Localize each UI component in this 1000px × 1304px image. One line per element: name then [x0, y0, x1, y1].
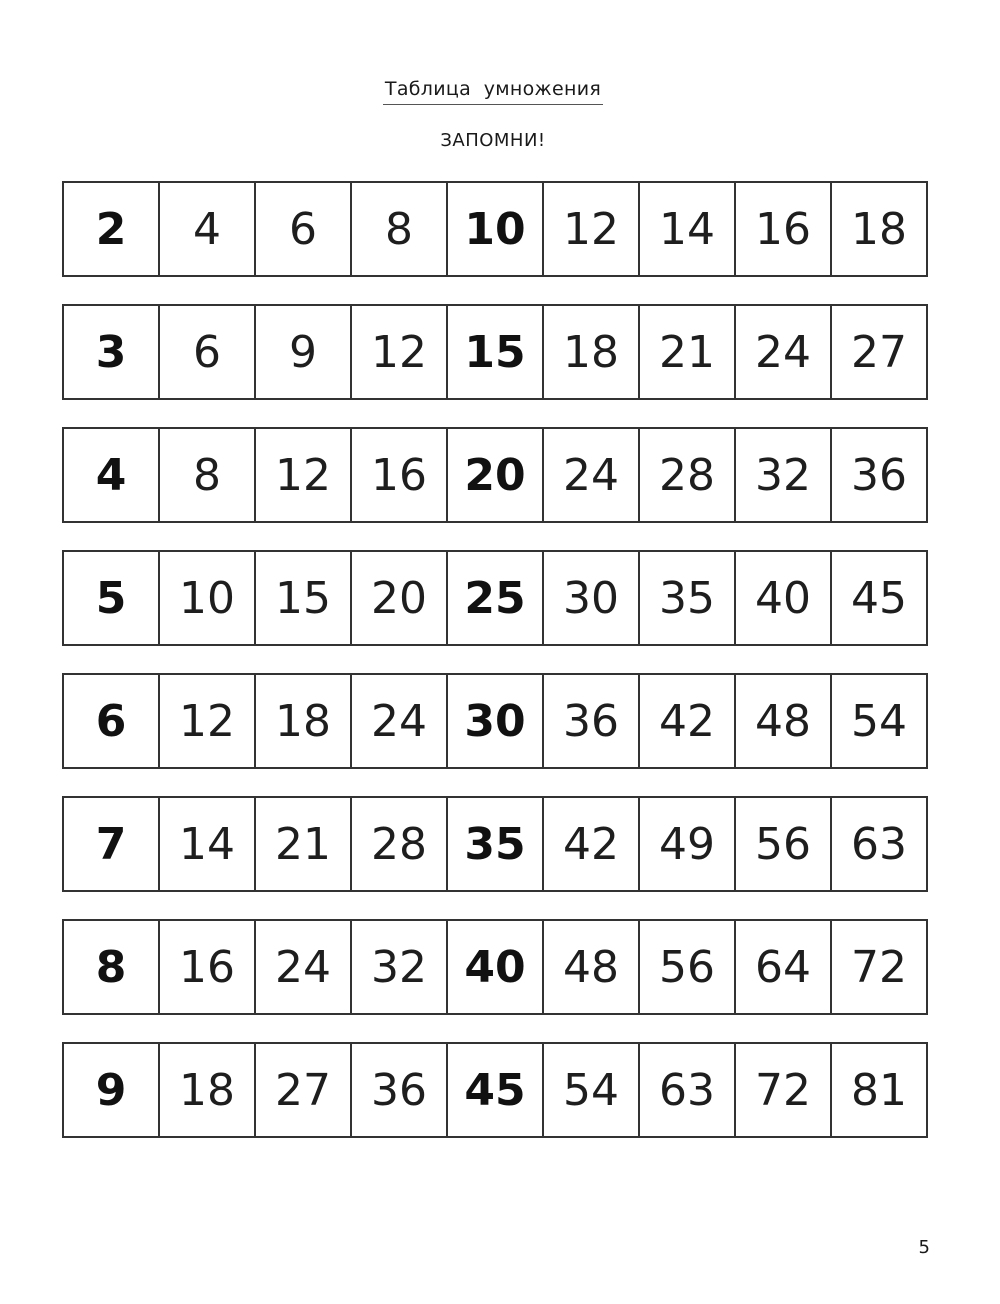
table-cell: 24 — [254, 921, 350, 1013]
table-cell: 72 — [734, 1044, 830, 1136]
table-cell: 8 — [350, 183, 446, 275]
table-cell: 64 — [734, 921, 830, 1013]
table-cell: 24 — [350, 675, 446, 767]
table-cell: 32 — [734, 429, 830, 521]
table-cell: 54 — [830, 675, 926, 767]
table-row-9 — [62, 1042, 928, 1138]
table-cell: 40 — [734, 552, 830, 644]
table-cell: 36 — [350, 1044, 446, 1136]
table-cell: 45 — [446, 1044, 542, 1136]
table-cell: 14 — [638, 183, 734, 275]
table-cell: 20 — [350, 552, 446, 644]
table-cell: 25 — [446, 552, 542, 644]
table-cell: 5 — [95, 572, 127, 624]
page-number: 5 — [918, 1237, 930, 1258]
table-cell: 27 — [830, 306, 926, 398]
table-cell: 42 — [638, 675, 734, 767]
page-subtitle: ЗАПОМНИ! — [440, 130, 546, 151]
table-cell: 16 — [734, 183, 830, 275]
table-cell: 10 — [158, 552, 254, 644]
table-cell: 48 — [734, 675, 830, 767]
table-cell: 28 — [638, 429, 734, 521]
table-cell: 15 — [254, 552, 350, 644]
table-cell: 6 — [158, 306, 254, 398]
table-row-6 — [62, 673, 928, 769]
table-cell: 30 — [446, 675, 542, 767]
table-cell: 16 — [350, 429, 446, 521]
table-cell: 15 — [446, 306, 542, 398]
table-cell: 14 — [158, 798, 254, 890]
table-cell: 36 — [830, 429, 926, 521]
table-cell: 8 — [158, 429, 254, 521]
table-cell: 18 — [830, 183, 926, 275]
table-cell: 12 — [350, 306, 446, 398]
table-cell: 2 — [95, 203, 127, 255]
table-row-8 — [62, 919, 928, 1015]
table-row-5 — [62, 550, 928, 646]
page-title: Таблица умножения — [383, 78, 603, 105]
table-cell: 32 — [350, 921, 446, 1013]
table-cell: 12 — [542, 183, 638, 275]
table-cell: 3 — [95, 326, 127, 378]
table-cell: 4 — [158, 183, 254, 275]
table-cell: 40 — [446, 921, 542, 1013]
table-cell: 9 — [95, 1064, 127, 1116]
table-cell: 48 — [542, 921, 638, 1013]
table-cell: 36 — [542, 675, 638, 767]
table-row-4 — [62, 427, 928, 523]
table-cell: 27 — [254, 1044, 350, 1136]
table-cell: 56 — [734, 798, 830, 890]
table-row-7 — [62, 796, 928, 892]
table-cell: 18 — [158, 1044, 254, 1136]
table-cell: 12 — [158, 675, 254, 767]
table-cell: 72 — [830, 921, 926, 1013]
table-cell: 35 — [446, 798, 542, 890]
table-cell: 9 — [254, 306, 350, 398]
table-cell: 6 — [254, 183, 350, 275]
table-cell: 8 — [95, 941, 127, 993]
table-cell: 6 — [95, 695, 127, 747]
table-cell: 63 — [638, 1044, 734, 1136]
table-cell: 63 — [830, 798, 926, 890]
table-cell: 24 — [542, 429, 638, 521]
table-cell: 21 — [638, 306, 734, 398]
multiplication-table — [62, 181, 928, 1165]
table-cell: 28 — [350, 798, 446, 890]
table-cell: 49 — [638, 798, 734, 890]
table-cell: 4 — [95, 449, 127, 501]
table-cell: 7 — [95, 818, 127, 870]
table-cell: 30 — [542, 552, 638, 644]
table-cell: 54 — [542, 1044, 638, 1136]
table-cell: 42 — [542, 798, 638, 890]
table-cell: 56 — [638, 921, 734, 1013]
table-cell: 20 — [446, 429, 542, 521]
table-row-2 — [62, 181, 928, 277]
table-cell: 10 — [446, 183, 542, 275]
table-cell: 16 — [158, 921, 254, 1013]
table-cell: 35 — [638, 552, 734, 644]
table-cell: 45 — [830, 552, 926, 644]
table-cell: 18 — [254, 675, 350, 767]
table-cell: 21 — [254, 798, 350, 890]
table-row-3 — [62, 304, 928, 400]
table-cell: 18 — [542, 306, 638, 398]
table-cell: 12 — [254, 429, 350, 521]
table-cell: 24 — [734, 306, 830, 398]
table-cell: 81 — [830, 1044, 926, 1136]
